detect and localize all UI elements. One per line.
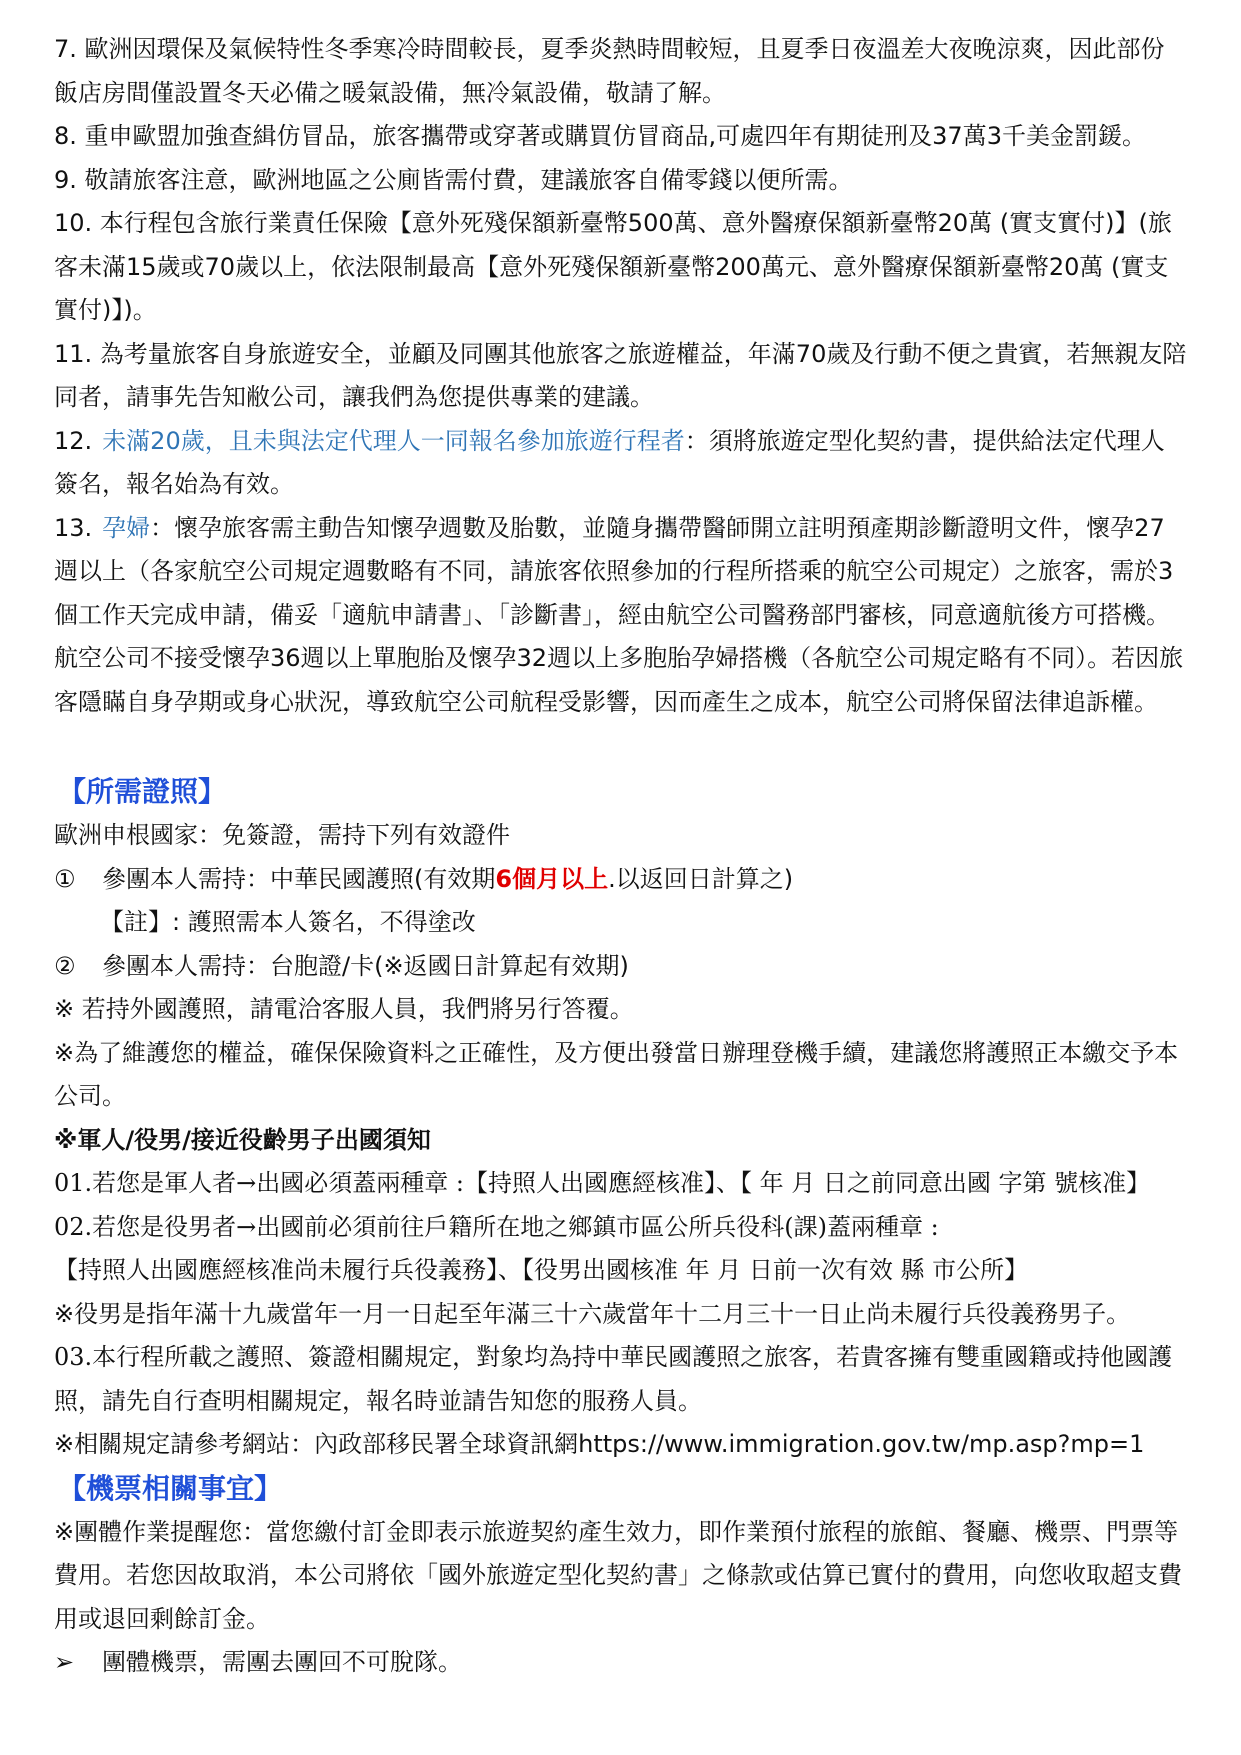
military-rule-02: 02.若您是役男者→出國前必須前往戶籍所在地之鄉鎮市區公所兵役科(課)蓋兩種章 : [54,1212,939,1241]
note-item-11: 11. 為考量旅客自身旅遊安全，並顧及同團其他旅客之旅遊權益，年滿70歲及行動不便之貴賓，若無親友陪同者，請事先告知敝公司，讓我們為您提供專業的建議。 [54,339,1187,411]
military-rule-02-stamps: 【持照人出國應經核准尚未履行兵役義務】、【役男出國核准 年 月 日前一次有效 縣 市公所】 [54,1256,1029,1284]
required-documents-title: 【所需證照】 [58,775,227,808]
note-item-12 [54,420,1187,507]
air-ticket-title: 【機票相關事宜】 [58,1471,283,1505]
requirement-1-suffix: .以返回日計算之) [608,864,794,893]
ticket-bullet-item [54,1641,1187,1685]
military-rule-03: 03.本行程所載之護照、簽證相關規定，對象均為持中華民國護照之旅客，若貴客擁有雙重國籍或持他國護照，請先自行查明相關規定，報名時並請告知您的服務人員。 [54,1343,1173,1415]
requirement-1-text: 參團本人需持：中華民國護照(有效期 [102,864,496,893]
item-12-number: 12. [54,426,93,455]
reference-website-text: ※相關規定請參考網站：內政部移民署全球資訊網https://www.immigration.gov.tw/mp.asp?mp=1 [54,1430,1145,1458]
note-item-9: 9. 敬請旅客注意，歐洲地區之公廁皆需付費，建議旅客自備零錢以便所需。 [54,165,853,194]
circled-number-2: ② [54,951,76,980]
document-requirement-2 [54,945,1187,989]
ticket-bullet-text: 團體機票，需團去團回不可脫隊。 [102,1648,462,1676]
item-13-text: ：懷孕旅客需主動告知懷孕週數及胎數，並隨身攜帶醫師開立註明預產期診斷證明文件，懷孕27週以上（各家航空公司規定週數略有不同，請旅客依照參加的行程所搭乘的航空公司規定）之旅客，需於3個工作天完成申請，備妥「適航申請書」、「診斷書」，經由航空公司醫務部門審核，同意適航後方可搭機。航空公司不接受懷孕36週以上單胞胎及懷孕32週以上多胞胎孕婦搭機（各航空公司規定略有不同）。若因旅客隱瞞自身孕期或身心狀況，導致航空公司航程受影響，因而產生之成本，航空公司將保留法律追訴權。 [54,513,1184,716]
note-item-10: 10. 本行程包含旅行業責任保險【意外死殘保額新臺幣500萬、意外醫療保額新臺幣20萬 (實支實付)】(旅客未滿15歲或70歲以上，依法限制最高【意外死殘保額新臺幣200萬元、意外醫療保額新臺幣20萬 (實支實付)】)。 [54,209,1172,324]
section-gap [54,724,1187,770]
arrow-bullet-icon: ➢ [54,1648,75,1676]
item-13-number: 13. [54,513,93,542]
reference-website [54,1423,1187,1467]
validity-emphasis: 6個月以上 [495,864,609,893]
passport-signature-note: 【註】: 護照需本人簽名，不得塗改 [100,908,476,936]
group-operation-reminder: ※團體作業提醒您：當您繳付訂金即表示旅遊契約產生效力，即作業預付旅程的旅館、餐廳、機票、門票等費用。若您因故取消，本公司將依「國外旅遊定型化契約書」之條款或估算已實付的費用，向您收取超支費用或退回剩餘訂金。 [54,1517,1182,1633]
item-12-text: ：須將旅遊定型化契約書，提供給法定代理人簽名，報名始為有效。 [54,426,1165,498]
circled-number-1: ① [54,864,76,893]
note-item-13 [54,507,1187,725]
note-item-7: 7. 歐洲因環保及氣候特性冬季寒冷時間較長，夏季炎熱時間較短，且夏季日夜溫差大夜晚涼爽，因此部份飯店房間僅設置冬天必備之暖氣設備，無冷氣設備，敬請了解。 [54,35,1165,107]
requirement-2-text: 參團本人需持：台胞證/卡(※返國日計算起有效期) [102,951,629,980]
passport-submission-note: ※為了維護您的權益，確保保險資料之正確性，及方便出發當日辦理登機手續，建議您將護照正本繳交予本公司。 [54,1038,1179,1110]
document-requirement-1 [54,858,1187,902]
item-12-highlight: 未滿20歲，且未與法定代理人一同報名參加旅遊行程者 [102,426,685,455]
item-13-highlight: 孕婦 [102,513,151,542]
foreign-passport-note: ※ 若持外國護照，請電洽客服人員，我們將另行答覆。 [54,995,634,1023]
military-notice-title: ※軍人/役男/接近役齡男子出國須知 [54,1125,431,1154]
schengen-intro: 歐洲申根國家：免簽證，需持下列有效證件 [54,821,510,849]
military-rule-01: 01.若您是軍人者→出國必須蓋兩種章 :【持照人出國應經核准】、【 年 月 日之前同意出國 字第 號核准】 [54,1169,1151,1197]
military-definition: ※役男是指年滿十九歲當年一月一日起至年滿三十六歲當年十二月三十一日止尚未履行兵役義務男子。 [54,1299,1131,1328]
note-item-8: 8. 重申歐盟加強查緝仿冒品，旅客攜帶或穿著或購買仿冒商品,可處四年有期徒刑及37萬3千美金罰鍰。 [54,122,1146,150]
